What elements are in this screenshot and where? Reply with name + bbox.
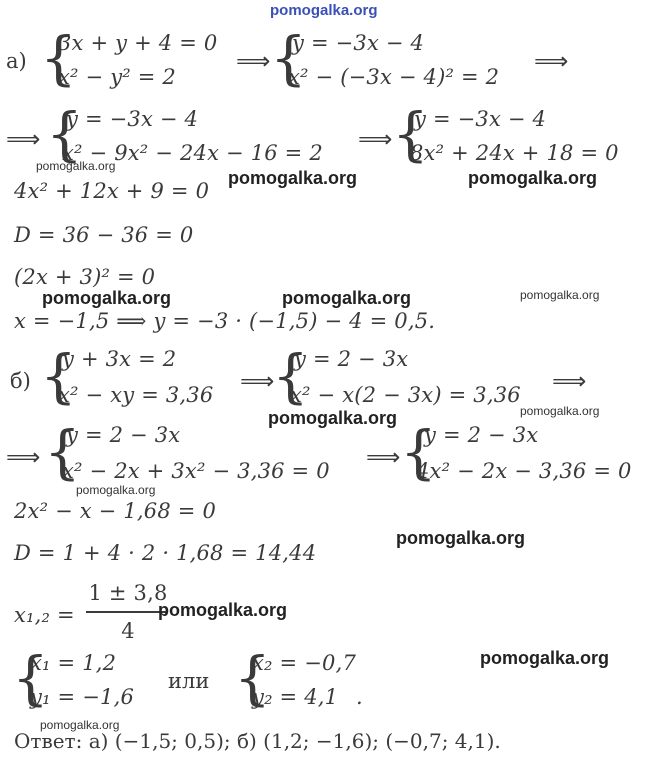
brace-b3: { — [44, 418, 81, 486]
implies-arrow: ⟹ — [366, 443, 401, 471]
eq-b-frac-numerator: 1 ± 3,8 — [88, 581, 168, 605]
eq-b-frac-lhs: x₁,₂ = — [14, 603, 75, 627]
eq-b-sol1-line2: y₁ = −1,6 — [30, 685, 135, 709]
brace-a2: { — [270, 24, 307, 92]
eq-b-line2: D = 1 + 4 · 2 · 1,68 = 14,44 — [14, 541, 317, 565]
eq-a-sys3-line2: x² − 9x² − 24x − 16 = 2 — [62, 141, 323, 165]
brace-a3: { — [46, 100, 83, 168]
implies-arrow: ⟹ — [552, 367, 587, 395]
eq-b-sol1-line1: x₁ = 1,2 — [30, 651, 117, 675]
eq-b-sys1-line1: y + 3x = 2 — [62, 347, 177, 371]
eq-a-sys2-line2: x² − (−3x − 4)² = 2 — [288, 65, 500, 89]
watermark-big: pomogalka.org — [480, 648, 610, 668]
fraction-bar — [86, 611, 168, 613]
eq-a-sys1-line1: 3x + y + 4 = 0 — [58, 31, 218, 55]
watermark-big: pomogalka.org — [158, 600, 288, 620]
implies-arrow: ⟹ — [236, 47, 271, 75]
implies-arrow: ⟹ — [6, 443, 41, 471]
brace-b2: { — [272, 342, 309, 410]
brace-b4: { — [400, 418, 437, 486]
eq-b-line1: 2x² − x − 1,68 = 0 — [14, 499, 217, 523]
part-b-label: б) — [10, 369, 31, 393]
watermark-small: pomogalka.org — [40, 718, 120, 732]
watermark-big: pomogalka.org — [228, 168, 358, 188]
eq-b-frac-denominator: 4 — [121, 619, 135, 643]
watermark-big: pomogalka.org — [396, 528, 526, 548]
eq-b-sys4-line2: 4x² − 2x − 3,36 = 0 — [416, 459, 632, 483]
watermark-big: pomogalka.org — [468, 168, 598, 188]
watermark-small: pomogalka.org — [520, 404, 600, 418]
eq-a-sys3-line1: y = −3x − 4 — [66, 107, 199, 131]
eq-a-line3: (2x + 3)² = 0 — [14, 265, 156, 289]
eq-b-sys2-line2: x² − x(2 − 3x) = 3,36 — [290, 383, 521, 407]
watermark-top: pomogalka.org — [270, 2, 378, 19]
eq-b-sys3-line1: y = 2 − 3x — [66, 423, 181, 447]
eq-a-sys4-line2: 8x² + 24x + 18 = 0 — [410, 141, 619, 165]
eq-b-sol2-line2: y₂ = 4,1 — [252, 685, 339, 709]
eq-a-sys2-line1: y = −3x − 4 — [292, 31, 425, 55]
brace-a1: { — [40, 24, 77, 92]
eq-a-line2: D = 36 − 36 = 0 — [14, 223, 194, 247]
eq-b-sys4-line1: y = 2 − 3x — [424, 423, 539, 447]
answer-line: Ответ: а) (−1,5; 0,5); б) (1,2; −1,6); (−0,7; 4,1). — [14, 729, 501, 753]
watermark-small: pomogalka.org — [36, 159, 116, 173]
implies-arrow: ⟹ — [358, 125, 393, 153]
eq-a-sys1-line2: x² − y² = 2 — [58, 65, 176, 89]
watermark-big: pomogalka.org — [268, 408, 398, 428]
eq-b-sys2-line1: y = 2 − 3x — [294, 347, 409, 371]
eq-b-sys3-line2: x² − 2x + 3x² − 3,36 = 0 — [62, 459, 330, 483]
brace-b1: { — [40, 342, 77, 410]
brace-b-sol1: { — [12, 644, 49, 712]
brace-b-sol2: { — [234, 644, 271, 712]
watermark-small: pomogalka.org — [520, 288, 600, 302]
eq-a-sys4-line1: y = −3x − 4 — [414, 107, 547, 131]
watermark-big: pomogalka.org — [282, 288, 412, 308]
watermark-big: pomogalka.org — [42, 288, 172, 308]
implies-arrow: ⟹ — [534, 47, 569, 75]
watermark-small: pomogalka.org — [76, 483, 156, 497]
eq-a-line1: 4x² + 12x + 9 = 0 — [14, 179, 210, 203]
eq-b-sys1-line2: x² − xy = 3,36 — [58, 383, 214, 407]
brace-a4: { — [392, 100, 429, 168]
implies-arrow: ⟹ — [6, 125, 41, 153]
or-word: или — [168, 669, 210, 693]
final-dot: . — [356, 685, 363, 709]
implies-arrow: ⟹ — [240, 367, 275, 395]
eq-a-line4: x = −1,5 ⟹ y = −3 · (−1,5) − 4 = 0,5. — [14, 309, 436, 333]
eq-b-sol2-line1: x₂ = −0,7 — [252, 651, 357, 675]
part-a-label: а) — [6, 49, 27, 73]
